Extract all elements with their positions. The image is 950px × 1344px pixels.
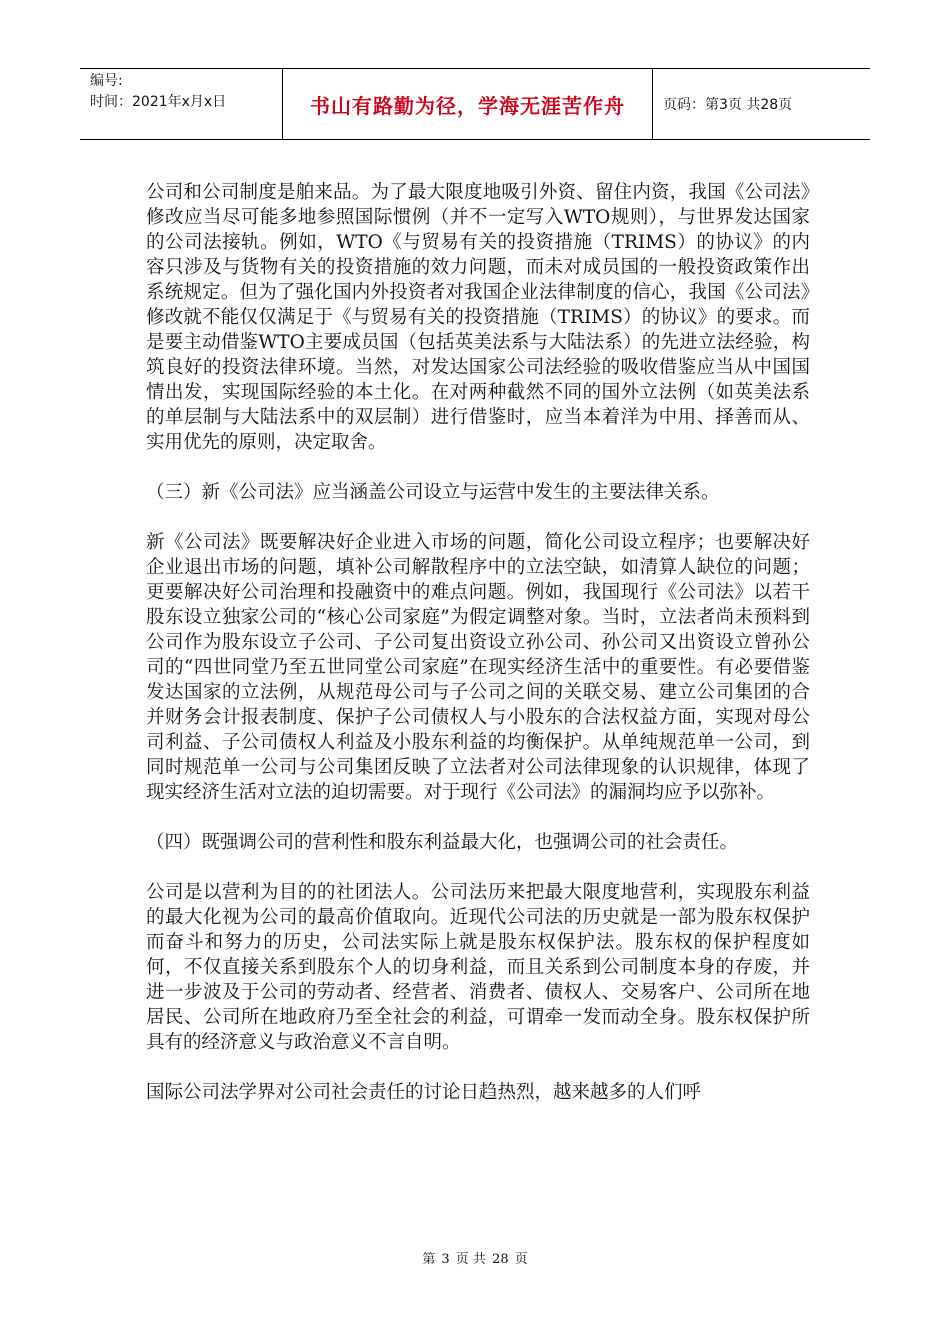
- paragraph: 新《公司法》既要解决好企业进入市场的问题，简化公司设立程序；也要解决好企业退出市场的问题，填补公司解散程序中的立法空缺，如清算人缺位的问题；更要解决好公司治理和投融资中的难点问题。例如，我国现行《公司法》以若干股东设立独家公司的“核心公司家庭”为假定调整对象。当时，立法者尚未预料到公司作为股东设立子公司、子公司复出资设立孙公司、孙公司又出资设立曾孙公司的“四世同堂乃至五世同堂公司家庭”在现实经济生活中的重要性。有必要借鉴发达国家的立法例，从规范母公司与子公司之间的关联交易、建立公司集团的合并财务会计报表制度、保护子公司债权人与小股东的合法权益方面，实现对母公司利益、子公司债权人利益及小股东利益的均衡保护。从单纯规范单一公司，到同时规范单一公司与公司集团反映了立法者对公司法律现象的认识规律，体现了现实经济生活对立法的迫切需要。对于现行《公司法》的漏洞均应予以弥补。: [146, 532, 810, 803]
- document-number-label: 编号:: [90, 73, 123, 89]
- section-heading: （三）新《公司法》应当涵盖公司设立与运营中发生的主要法律关系。: [146, 482, 720, 503]
- document-body: [146, 180, 810, 1130]
- paragraph: 公司是以营利为目的的社团法人。公司法历来把最大限度地营利，实现股东利益的最大化视为公司的最高价值取向。近现代公司法的历史就是一部为股东权保护而奋斗和努力的历史，公司法实际上就是股东权保护法。股东权的保护程度如何，不仅直接关系到股东个人的切身利益，而且关系到公司制度本身的存废，并进一步波及于公司的劳动者、经营者、消费者、债权人、交易客户、公司所在地居民、公司所在地政府乃至全社会的利益，可谓牵一发而动全身。股东权保护所具有的经济意义与政治意义不言自明。: [146, 882, 810, 1053]
- page-header: [80, 68, 870, 140]
- paragraph: 公司和公司制度是舶来品。为了最大限度地吸引外资、留住内资，我国《公司法》修改应当尽可能多地参照国际惯例（并不一定写入WTO规则），与世界发达国家的公司法接轨。例如，WTO《与贸易有关的投资措施（TRIMS）的协议》的内容只涉及与货物有关的投资措施的效力问题，而未对成员国的一般投资政策作出系统规定。但为了强化国内外投资者对我国企业法律制度的信心，我国《公司法》修改就不能仅仅满足于《与贸易有关的投资措施（TRIMS）的协议》的要求。而是要主动借鉴WTO主要成员国（包括英美法系与大陆法系）的先进立法经验，构筑良好的投资法律环境。当然，对发达国家公司法经验的吸收借鉴应当从中国国情出发，实现国际经验的本土化。在对两种截然不同的国外立法例（如英美法系的单层制与大陆法系中的双层制）进行借鉴时，应当本着洋为中用、择善而从、实用优先的原则，决定取舍。: [146, 182, 810, 453]
- section-heading: （四）既强调公司的营利性和股东利益最大化，也强调公司的社会责任。: [146, 832, 739, 853]
- paragraph: 国际公司法学界对公司社会责任的讨论日趋热烈，越来越多的人们呼: [146, 1082, 702, 1103]
- footer-total-pages: 28: [492, 1252, 509, 1267]
- footer-suffix: 页: [514, 1252, 528, 1267]
- footer-page-number: 3: [441, 1252, 450, 1267]
- header-motto: 书山有路勤为径，学海无涯苦作舟: [283, 69, 653, 139]
- page-footer: [0, 1248, 950, 1267]
- footer-middle: 页 共: [455, 1252, 486, 1267]
- header-page-info: 页码：第3页 共28页: [663, 97, 793, 113]
- footer-prefix: 第: [422, 1252, 436, 1267]
- header-meta: [80, 69, 283, 139]
- document-date: 时间：2021年x月x日: [90, 94, 227, 110]
